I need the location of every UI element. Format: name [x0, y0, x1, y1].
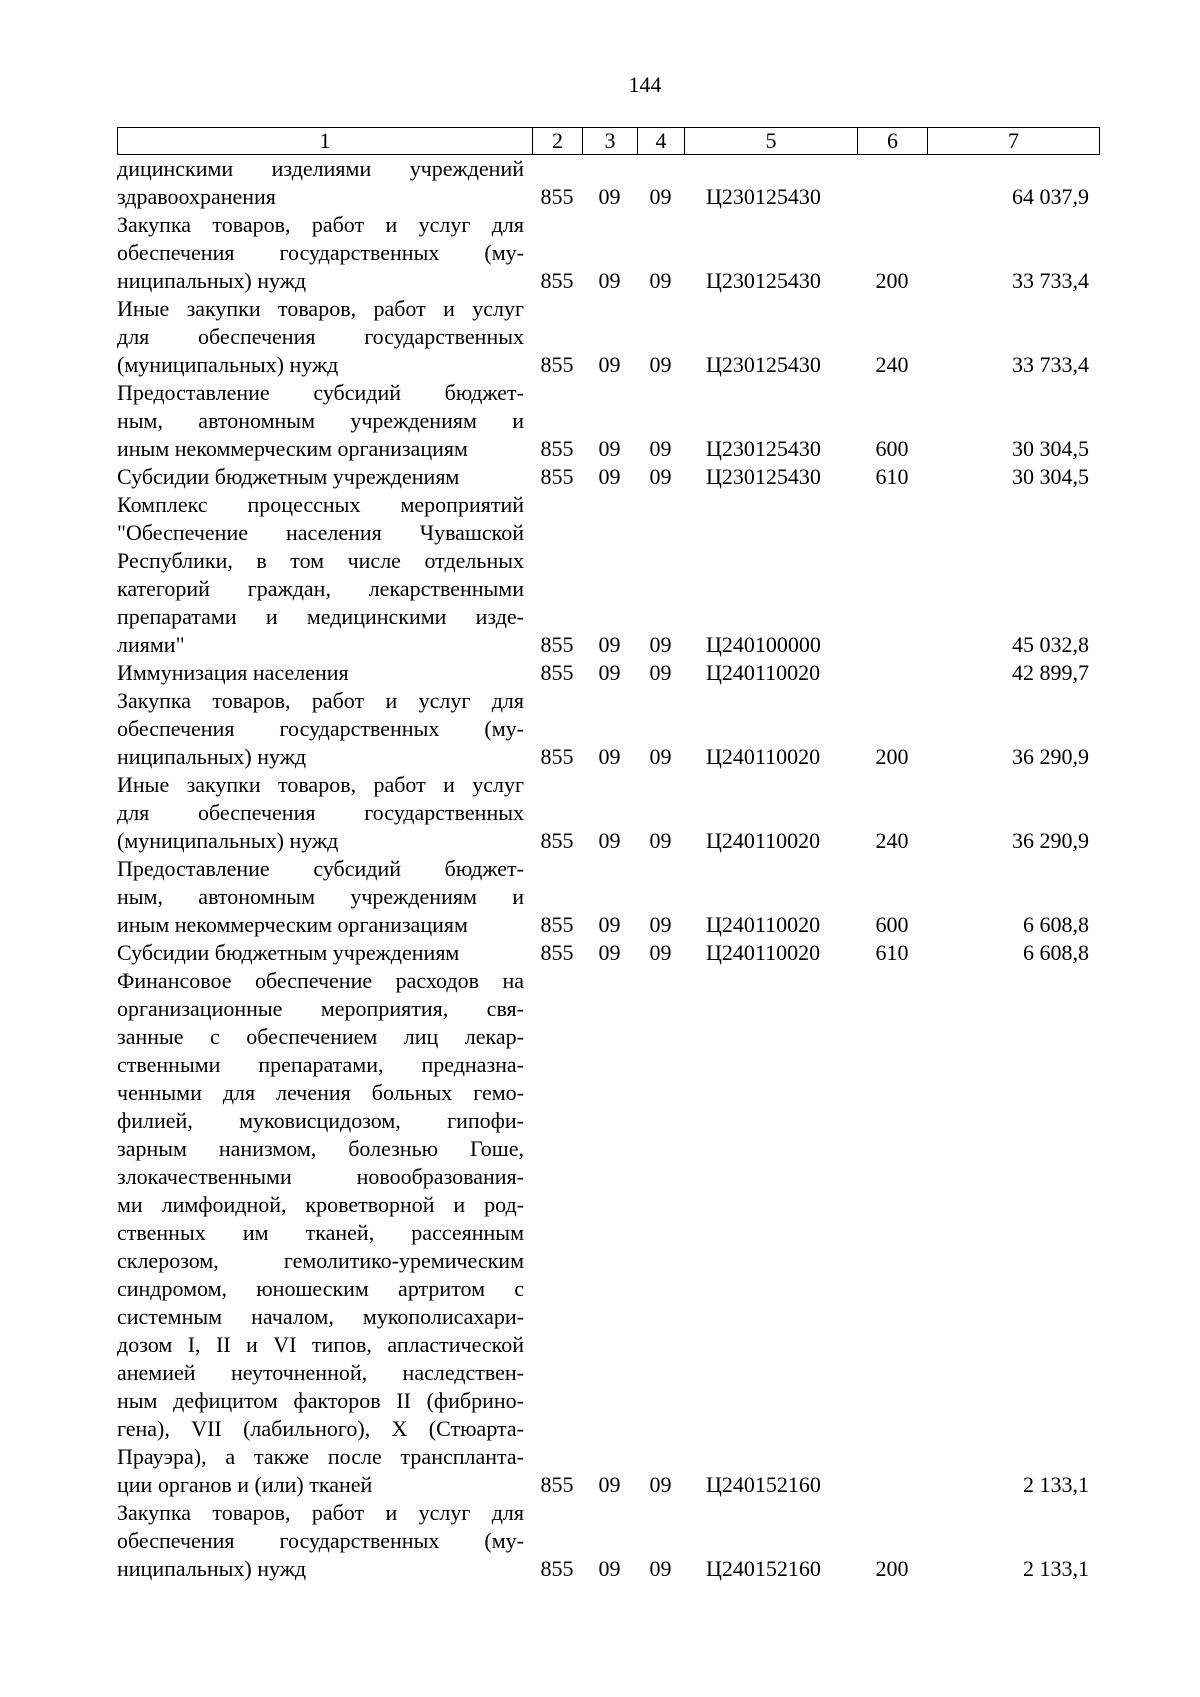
section-code: 09 [598, 352, 621, 377]
description-line: ми лимфоидной, кроветворной и род- [117, 1192, 524, 1217]
description-line: обеспечения государственных (му- [117, 240, 524, 265]
row-description [117, 155, 532, 211]
department-code: 855 [540, 940, 574, 965]
description-line: Комплекс процессных мероприятий [117, 492, 524, 517]
description-line: (муниципальных) нужд [117, 352, 339, 377]
amount: 42 899,7 [1012, 660, 1089, 685]
target-article-code: Ц240110020 [706, 912, 821, 937]
target-article-code: Ц230125430 [706, 464, 821, 489]
target-article-code: Ц240110020 [706, 744, 821, 769]
description-line: ственных им тканей, рассеянным [117, 1220, 524, 1245]
description-line: организационные мероприятия, свя- [117, 996, 524, 1021]
description-line: синдромом, юношеским артритом с [117, 1276, 524, 1301]
description-line: для обеспечения государственных [117, 800, 524, 825]
subsection-code: 09 [649, 1472, 672, 1497]
subsection-code: 09 [649, 660, 672, 685]
subsection-code: 09 [649, 1556, 672, 1581]
description-line: злокачественными новообразования- [117, 1164, 524, 1189]
expense-type-code: 600 [875, 912, 909, 937]
expense-type-code [857, 491, 927, 659]
row-description [117, 687, 532, 771]
subsection-code: 09 [649, 632, 672, 657]
description-line: обеспечения государственных (му- [117, 1528, 524, 1553]
table-row [117, 659, 1099, 687]
description-line: Предоставление субсидий бюджет- [117, 856, 524, 881]
target-article-code: Ц230125430 [706, 268, 821, 293]
department-code: 855 [540, 184, 574, 209]
amount: 6 608,8 [1023, 912, 1089, 937]
description-line: зарным нанизмом, болезнью Гоше, [117, 1136, 524, 1161]
amount: 45 032,8 [1012, 632, 1089, 657]
row-description [117, 379, 532, 463]
amount: 30 304,5 [1012, 464, 1089, 489]
target-article-code: Ц240152160 [706, 1556, 821, 1581]
section-code: 09 [598, 1472, 621, 1497]
department-code: 855 [540, 464, 574, 489]
amount: 36 290,9 [1012, 744, 1089, 769]
description-line: склерозом, гемолитико-уремическим [117, 1248, 524, 1273]
target-article-code: Ц240110020 [706, 828, 821, 853]
description-line: обеспечения государственных (му- [117, 716, 524, 741]
description-line: анемией неуточненной, наследствен- [117, 1360, 524, 1385]
description-line: ции органов и (или) тканей [117, 1472, 373, 1497]
section-code: 09 [598, 632, 621, 657]
section-code: 09 [598, 184, 621, 209]
department-code: 855 [540, 632, 574, 657]
subsection-code: 09 [649, 828, 672, 853]
expense-type-code [857, 659, 927, 687]
table-row [117, 967, 1099, 1499]
expense-type-code: 200 [875, 744, 909, 769]
subsection-code: 09 [649, 436, 672, 461]
subsection-code: 09 [649, 744, 672, 769]
amount: 36 290,9 [1012, 828, 1089, 853]
amount: 33 733,4 [1012, 352, 1089, 377]
description-line: ным, автономным учреждениям и [117, 884, 524, 909]
description-line: для обеспечения государственных [117, 324, 524, 349]
description-line: Закупка товаров, работ и услуг для [117, 212, 524, 237]
description-line: системным началом, мукополисахари- [117, 1304, 524, 1329]
department-code: 855 [540, 436, 574, 461]
table-row [117, 295, 1099, 379]
table-row [117, 939, 1099, 967]
column-header-2: 2 [533, 128, 583, 155]
expense-type-code: 600 [875, 436, 909, 461]
description-line: Финансовое обеспечение расходов на [117, 968, 524, 993]
description-line: ниципальных) нужд [117, 744, 307, 769]
table-row [117, 687, 1099, 771]
description-line: Республики, в том числе отдельных [117, 548, 524, 573]
section-code: 09 [598, 912, 621, 937]
description-line: ным дефицитом факторов II (фибрино- [117, 1388, 524, 1413]
description-line: "Обеспечение населения Чувашской [117, 520, 524, 545]
budget-table [117, 155, 1099, 1583]
row-description [117, 659, 532, 687]
description-line: категорий граждан, лекарственными [117, 576, 524, 601]
table-row [117, 491, 1099, 659]
department-code: 855 [540, 660, 574, 685]
description-line: ниципальных) нужд [117, 268, 307, 293]
amount: 30 304,5 [1012, 436, 1089, 461]
department-code: 855 [540, 1472, 574, 1497]
section-code: 09 [598, 268, 621, 293]
expense-type-code [857, 155, 927, 211]
description-line: иным некоммерческим организациям [117, 912, 468, 937]
description-line: Иммунизация населения [117, 660, 349, 685]
description-line: здравоохранения [117, 184, 276, 209]
section-code: 09 [598, 464, 621, 489]
subsection-code: 09 [649, 352, 672, 377]
row-description [117, 967, 532, 1499]
target-article-code: Ц230125430 [706, 352, 821, 377]
target-article-code: Ц240110020 [706, 660, 821, 685]
column-header-5: 5 [685, 128, 858, 155]
column-header-table [117, 127, 1100, 155]
expense-type-code: 240 [875, 352, 909, 377]
description-line: ниципальных) нужд [117, 1556, 307, 1581]
department-code: 855 [540, 268, 574, 293]
table-row [117, 1499, 1099, 1583]
description-line: ченными для лечения больных гемо- [117, 1080, 524, 1105]
section-code: 09 [598, 436, 621, 461]
row-description [117, 939, 532, 967]
expense-type-code: 200 [875, 1556, 909, 1581]
description-line: Субсидии бюджетным учреждениям [117, 940, 460, 965]
table-row [117, 855, 1099, 939]
table-row [117, 379, 1099, 463]
description-line: Иные закупки товаров, работ и услуг [117, 296, 524, 321]
expense-type-code [857, 967, 927, 1499]
section-code: 09 [598, 660, 621, 685]
expense-type-code: 610 [875, 940, 909, 965]
row-description [117, 211, 532, 295]
target-article-code: Ц240100000 [706, 632, 821, 657]
section-code: 09 [598, 828, 621, 853]
row-description [117, 491, 532, 659]
description-line: Закупка товаров, работ и услуг для [117, 688, 524, 713]
department-code: 855 [540, 912, 574, 937]
description-line: Прауэра), а также после транспланта- [117, 1444, 524, 1469]
row-description [117, 295, 532, 379]
target-article-code: Ц240110020 [706, 940, 821, 965]
description-line: ственными препаратами, предназна- [117, 1052, 524, 1077]
description-line: дозом I, II и VI типов, апластической [117, 1332, 524, 1357]
description-line: занные с обеспечением лиц лекар- [117, 1024, 524, 1049]
subsection-code: 09 [649, 268, 672, 293]
table-row [117, 771, 1099, 855]
description-line: (муниципальных) нужд [117, 828, 339, 853]
description-line: гена), VII (лабильного), X (Стюарта- [117, 1416, 524, 1441]
department-code: 855 [540, 828, 574, 853]
description-line: дицинскими изделиями учреждений [117, 156, 524, 181]
description-line: Предоставление субсидий бюджет- [117, 380, 524, 405]
description-line: Иные закупки товаров, работ и услуг [117, 772, 524, 797]
row-description [117, 1499, 532, 1583]
section-code: 09 [598, 744, 621, 769]
amount: 2 133,1 [1023, 1556, 1089, 1581]
table-row [117, 463, 1099, 491]
subsection-code: 09 [649, 464, 672, 489]
column-header-6: 6 [858, 128, 928, 155]
page-number: 144 [628, 72, 662, 97]
expense-type-code: 610 [875, 464, 909, 489]
column-header-3: 3 [583, 128, 638, 155]
section-code: 09 [598, 1556, 621, 1581]
expense-type-code: 240 [875, 828, 909, 853]
budget-table-body [117, 155, 1099, 1583]
target-article-code: Ц240152160 [706, 1472, 821, 1497]
subsection-code: 09 [649, 184, 672, 209]
amount: 33 733,4 [1012, 268, 1089, 293]
amount: 64 037,9 [1012, 184, 1089, 209]
row-description [117, 855, 532, 939]
column-header-4: 4 [638, 128, 685, 155]
department-code: 855 [540, 744, 574, 769]
department-code: 855 [540, 1556, 574, 1581]
amount: 2 133,1 [1023, 1472, 1089, 1497]
table-row [117, 155, 1099, 211]
row-description [117, 463, 532, 491]
subsection-code: 09 [649, 940, 672, 965]
amount: 6 608,8 [1023, 940, 1089, 965]
row-description [117, 771, 532, 855]
target-article-code: Ц230125430 [706, 436, 821, 461]
target-article-code: Ц230125430 [706, 184, 821, 209]
description-line: Закупка товаров, работ и услуг для [117, 1500, 524, 1525]
description-line: ным, автономным учреждениям и [117, 408, 524, 433]
column-header-7: 7 [928, 128, 1100, 155]
column-header-row [118, 128, 1100, 155]
subsection-code: 09 [649, 912, 672, 937]
column-header-1: 1 [118, 128, 533, 155]
description-line: Субсидии бюджетным учреждениям [117, 464, 460, 489]
department-code: 855 [540, 352, 574, 377]
description-line: филией, муковисцидозом, гипофи- [117, 1108, 524, 1133]
description-line: лиями" [117, 632, 185, 657]
section-code: 09 [598, 940, 621, 965]
expense-type-code: 200 [875, 268, 909, 293]
table-row [117, 211, 1099, 295]
description-line: препаратами и медицинскими изде- [117, 604, 524, 629]
description-line: иным некоммерческим организациям [117, 436, 468, 461]
